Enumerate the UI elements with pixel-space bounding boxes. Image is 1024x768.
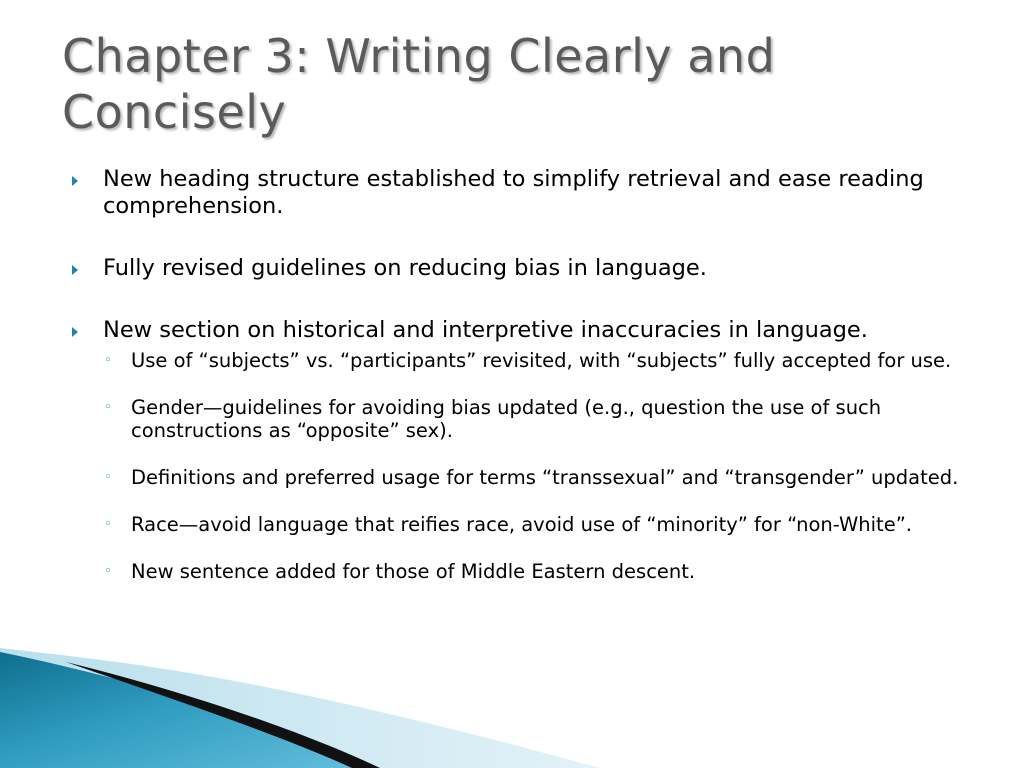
triangle-bullet-icon <box>72 327 78 337</box>
bullet-text: Fully revised guidelines on reducing bias in language. <box>103 255 707 281</box>
circle-bullet-icon: ◦ <box>104 400 112 415</box>
bullet-item <box>72 317 972 344</box>
sub-bullet-list <box>72 349 972 583</box>
sub-bullet-text: Use of “subjects” vs. “participants” revisited, with “subjects” fully accepted for use. <box>131 349 952 372</box>
sub-bullet-text: Gender—guidelines for avoiding bias updated (e.g., question the use of such constructions as “opposite” sex). <box>131 396 882 442</box>
circle-bullet-icon: ◦ <box>104 353 112 368</box>
sub-bullet-item <box>72 560 972 583</box>
bullet-text: New section on historical and interpretive inaccuracies in language. <box>103 317 868 343</box>
sub-bullet-item <box>72 466 972 489</box>
triangle-bullet-icon <box>72 265 78 275</box>
sub-bullet-item <box>72 349 972 372</box>
sub-bullet-item <box>72 396 972 442</box>
slide-body <box>72 166 972 583</box>
bullet-text: New heading structure established to simplify retrieval and ease reading comprehension. <box>103 166 924 219</box>
circle-bullet-icon: ◦ <box>104 564 112 579</box>
sub-bullet-text: New sentence added for those of Middle Eastern descent. <box>131 560 696 583</box>
sub-bullet-text: Definitions and preferred usage for terms “transsexual” and “transgender” updated. <box>131 466 959 489</box>
triangle-bullet-icon <box>72 176 78 186</box>
bullet-item <box>72 166 972 220</box>
circle-bullet-icon: ◦ <box>104 517 112 532</box>
sub-bullet-item <box>72 513 972 536</box>
circle-bullet-icon: ◦ <box>104 470 112 485</box>
slide-title: Chapter 3: Writing Clearly and Concisely <box>62 29 776 139</box>
bullet-item <box>72 255 972 282</box>
sub-bullet-text: Race—avoid language that reifies race, avoid use of “minority” for “non-White”. <box>131 513 912 536</box>
